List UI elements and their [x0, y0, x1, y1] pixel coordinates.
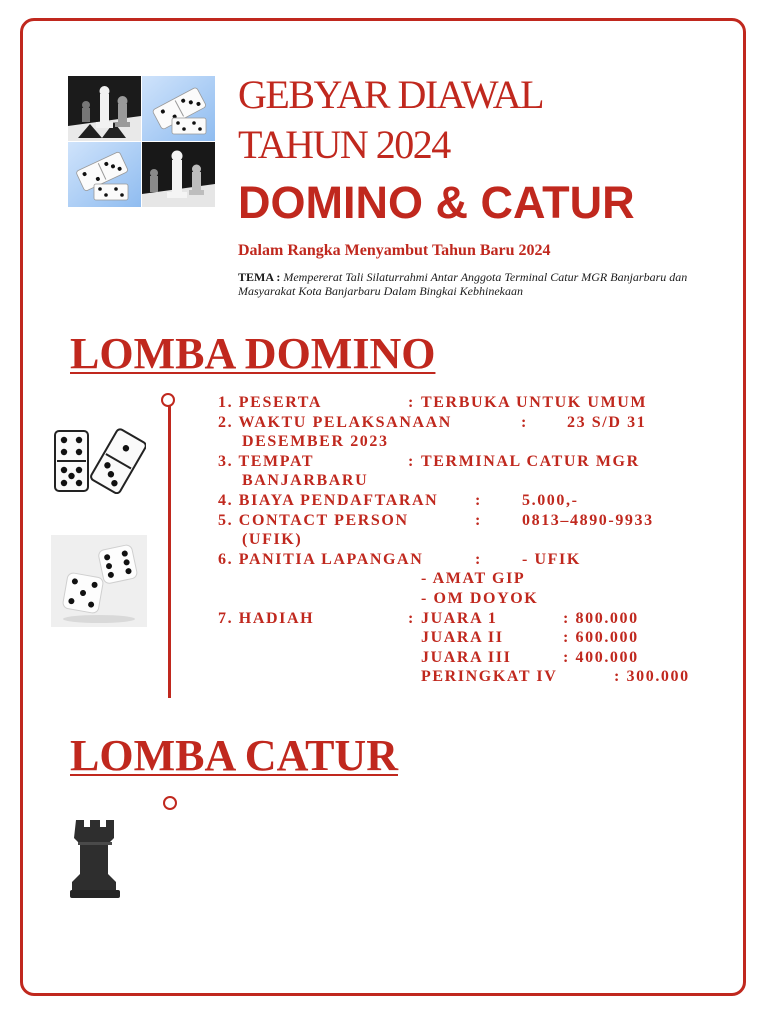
hadiah-label: 7. HADIAH	[218, 609, 315, 627]
waktu-label: 2. WAKTU PELAKSANAAN	[218, 413, 452, 431]
cp-label: 5. CONTACT PERSON	[218, 511, 409, 529]
panitia-colon: :	[475, 550, 482, 568]
cp-value: 0813–4890-9933	[522, 511, 654, 529]
list-item-continuation	[218, 589, 738, 609]
list-item	[218, 609, 738, 629]
biaya-value: 5.000,-	[522, 491, 579, 509]
list-item-continuation	[218, 628, 738, 648]
cp-value-cont: (UFIK)	[242, 531, 303, 549]
panitia-label: 6. PANITIA LAPANGAN	[218, 550, 424, 568]
list-item-continuation	[218, 667, 738, 687]
peringkat4-value: : 300.000	[614, 668, 690, 686]
list-item-continuation	[218, 471, 738, 491]
subtitle: Dalam Rangka Menyambut Tahun Baru 2024	[238, 242, 551, 259]
juara2-value: : 600.000	[563, 629, 639, 647]
chess-rook-icon	[62, 816, 128, 902]
peringkat4-label: PERINGKAT IV	[421, 668, 558, 686]
list-item-continuation	[218, 530, 738, 550]
waktu-value-cont: DESEMBER 2023	[242, 433, 389, 451]
biaya-label: 4. BIAYA PENDAFTARAN	[218, 491, 439, 509]
domino-details-list	[218, 393, 738, 687]
list-item	[218, 413, 738, 433]
list-item	[218, 511, 738, 531]
panitia-name-1: - UFIK	[522, 550, 581, 568]
tema-text: Mempererat Tali Silaturrahmi Antar Anggota Terminal Catur MGR Banjarbaru dan Masyarakat Kota Banjarbaru Dalam Bingkai Kebhinekaan	[238, 270, 688, 298]
tempat-label: 3. TEMPAT	[218, 452, 315, 470]
domino-tiles-icon	[52, 428, 146, 494]
waktu-value: 23 S/D 31	[567, 413, 647, 431]
waktu-colon: :	[521, 413, 528, 431]
section-title-domino: LOMBA DOMINO	[70, 329, 436, 378]
cp-colon: :	[475, 511, 482, 529]
title-line-2: TAHUN 2024	[238, 122, 450, 167]
list-item-continuation	[218, 648, 738, 668]
dice-icon	[51, 535, 147, 627]
hadiah-colon: :	[408, 609, 415, 627]
juara1-value: : 800.000	[563, 609, 639, 627]
juara1-label: JUARA 1	[421, 609, 498, 627]
panitia-name-2: - AMAT GIP	[421, 570, 526, 588]
list-item	[218, 452, 738, 472]
main-title: DOMINO & CATUR	[238, 177, 635, 228]
juara3-value: : 400.000	[563, 648, 639, 666]
list-item	[218, 550, 738, 570]
list-item-continuation	[218, 432, 738, 452]
tempat-value-cont: BANJARBARU	[242, 472, 369, 490]
tempat-value: TERMINAL CATUR MGR	[421, 452, 640, 470]
tempat-colon: :	[408, 452, 415, 470]
panitia-name-3: - OM DOYOK	[421, 589, 539, 607]
list-item	[218, 491, 738, 511]
biaya-colon: :	[475, 491, 482, 509]
list-item-continuation	[218, 569, 738, 589]
section-title-catur: LOMBA CATUR	[70, 731, 398, 780]
peserta-value: TERBUKA UNTUK UMUM	[421, 394, 648, 411]
peserta-label: 1. PESERTA	[218, 394, 323, 411]
timeline-dot	[163, 796, 177, 810]
juara3-label: JUARA III	[421, 648, 512, 666]
timeline-line	[168, 404, 171, 698]
chess-domino-logo-icon	[68, 76, 215, 207]
juara2-label: JUARA II	[421, 629, 504, 647]
tema-paragraph	[238, 270, 738, 298]
peserta-colon: :	[408, 394, 415, 411]
title-line-1: GEBYAR DIAWAL	[238, 72, 544, 117]
tema-label: TEMA :	[238, 270, 281, 284]
timeline-dot	[161, 393, 175, 407]
list-item	[218, 393, 738, 413]
